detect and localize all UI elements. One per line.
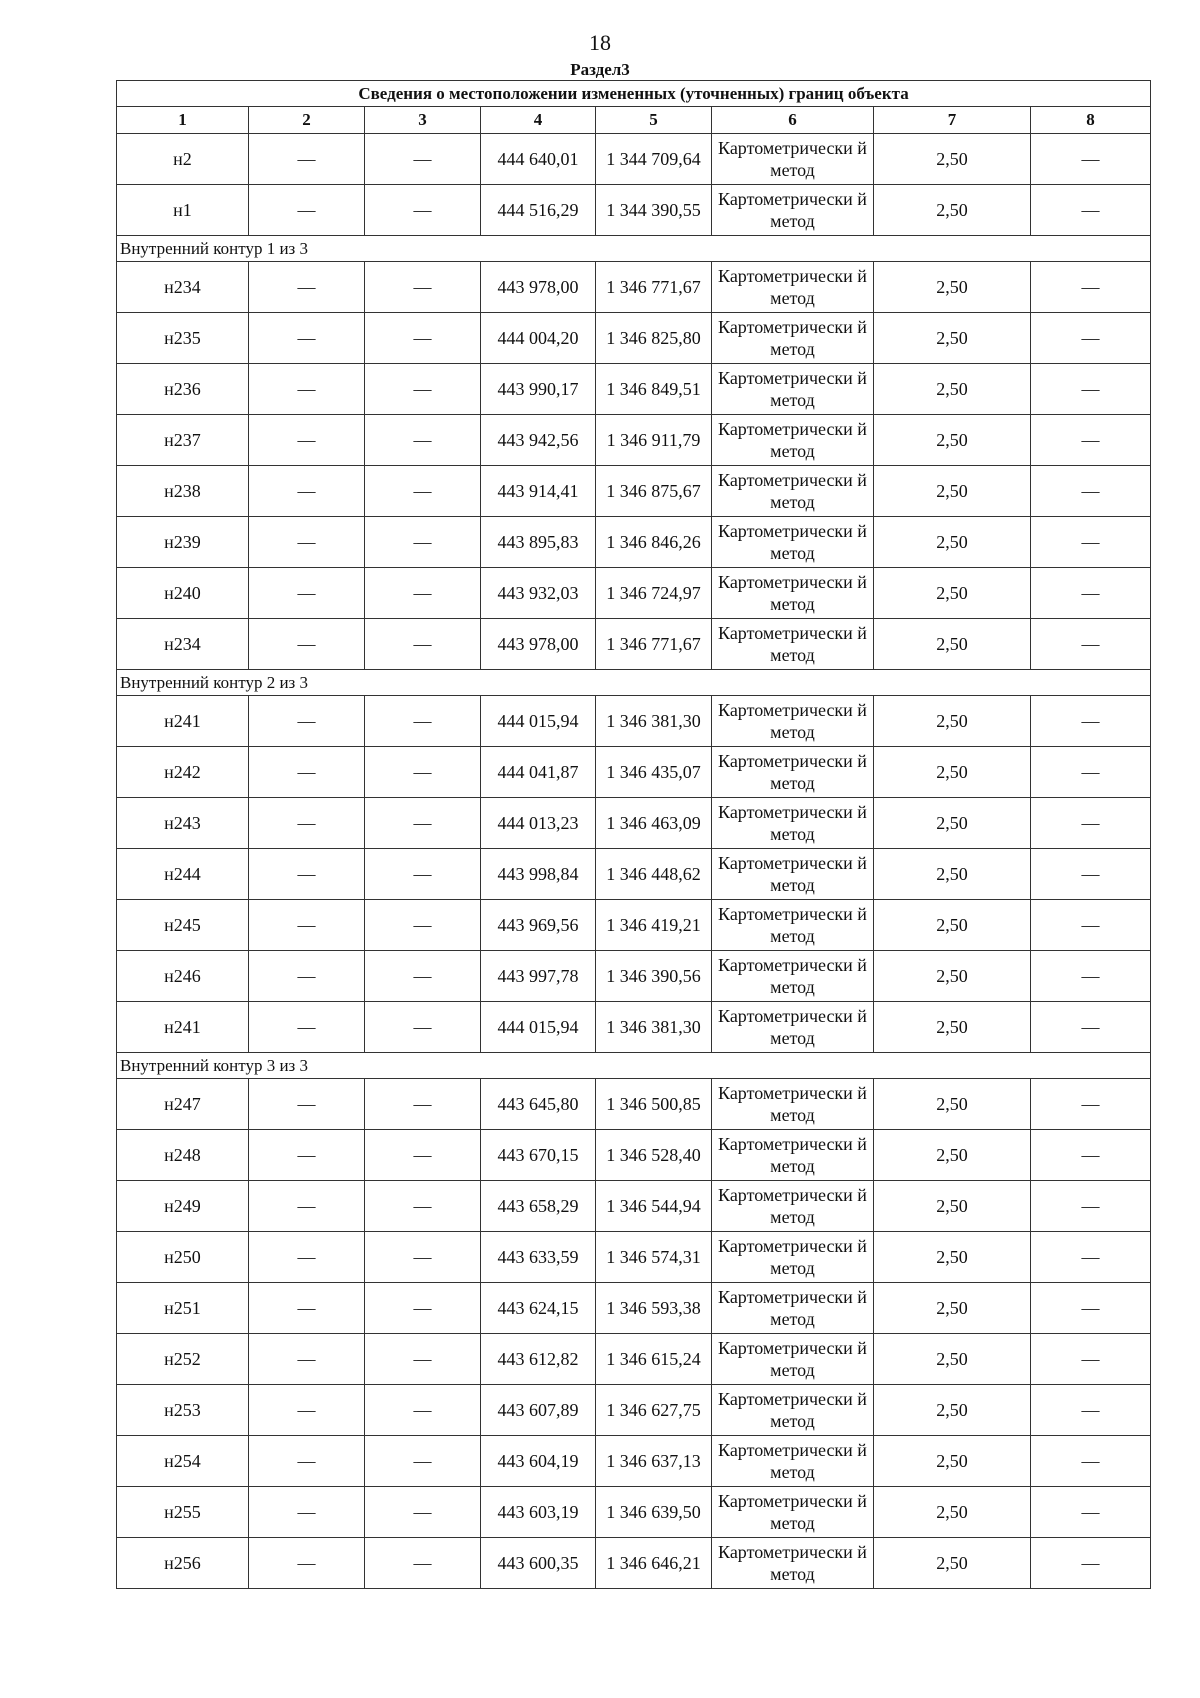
contour-heading: Внутренний контур 1 из 3 — [117, 236, 1151, 262]
x-coordinate-cell: 444 640,01 — [481, 134, 596, 185]
point-name-cell: н246 — [117, 951, 249, 1002]
column-3-cell: — — [365, 951, 481, 1002]
table-row — [117, 951, 1151, 1002]
table-row — [117, 364, 1151, 415]
column-2-cell: — — [249, 134, 365, 185]
column-8-cell: — — [1031, 1334, 1151, 1385]
x-coordinate-cell: 443 998,84 — [481, 849, 596, 900]
table-row — [117, 1538, 1151, 1589]
column-3-cell: — — [365, 747, 481, 798]
y-coordinate-cell: 1 346 771,67 — [596, 619, 712, 670]
point-name-cell: н234 — [117, 619, 249, 670]
x-coordinate-cell: 444 041,87 — [481, 747, 596, 798]
table-row — [117, 262, 1151, 313]
accuracy-cell: 2,50 — [874, 900, 1031, 951]
column-2-cell: — — [249, 364, 365, 415]
contour-heading: Внутренний контур 3 из 3 — [117, 1053, 1151, 1079]
table-row — [117, 900, 1151, 951]
column-3-cell: — — [365, 1487, 481, 1538]
x-coordinate-cell: 443 978,00 — [481, 619, 596, 670]
y-coordinate-cell: 1 346 381,30 — [596, 1002, 712, 1053]
column-8-cell: — — [1031, 185, 1151, 236]
column-2-cell: — — [249, 185, 365, 236]
table-caption: Сведения о местоположении измененных (уточненных) границ объекта — [117, 81, 1151, 107]
table-row — [117, 696, 1151, 747]
point-name-cell: н248 — [117, 1130, 249, 1181]
point-name-cell: н253 — [117, 1385, 249, 1436]
point-name-cell: н236 — [117, 364, 249, 415]
x-coordinate-cell: 444 516,29 — [481, 185, 596, 236]
page-number: 18 — [589, 30, 611, 55]
column-3-cell: — — [365, 1334, 481, 1385]
accuracy-cell: 2,50 — [874, 747, 1031, 798]
point-name-cell: н243 — [117, 798, 249, 849]
column-3-cell: — — [365, 696, 481, 747]
column-3-cell: — — [365, 134, 481, 185]
table-row — [117, 798, 1151, 849]
accuracy-cell: 2,50 — [874, 849, 1031, 900]
y-coordinate-cell: 1 346 627,75 — [596, 1385, 712, 1436]
point-name-cell: н252 — [117, 1334, 249, 1385]
x-coordinate-cell: 443 990,17 — [481, 364, 596, 415]
method-cell: Картометрически й метод — [712, 466, 874, 517]
table-row — [117, 1079, 1151, 1130]
column-8-cell: — — [1031, 849, 1151, 900]
column-8-cell: — — [1031, 1538, 1151, 1589]
y-coordinate-cell: 1 346 615,24 — [596, 1334, 712, 1385]
method-cell: Картометрически й метод — [712, 849, 874, 900]
table-row — [117, 568, 1151, 619]
method-cell: Картометрически й метод — [712, 951, 874, 1002]
accuracy-cell: 2,50 — [874, 1487, 1031, 1538]
y-coordinate-cell: 1 346 593,38 — [596, 1283, 712, 1334]
method-cell: Картометрически й метод — [712, 1385, 874, 1436]
column-2-cell: — — [249, 1181, 365, 1232]
table-row — [117, 1385, 1151, 1436]
accuracy-cell: 2,50 — [874, 1130, 1031, 1181]
table-caption-row — [117, 81, 1151, 107]
x-coordinate-cell: 444 015,94 — [481, 696, 596, 747]
column-8-cell: — — [1031, 747, 1151, 798]
y-coordinate-cell: 1 346 574,31 — [596, 1232, 712, 1283]
column-number: 7 — [874, 107, 1031, 134]
point-name-cell: н255 — [117, 1487, 249, 1538]
column-2-cell: — — [249, 517, 365, 568]
column-3-cell: — — [365, 1130, 481, 1181]
table-row — [117, 1283, 1151, 1334]
accuracy-cell: 2,50 — [874, 262, 1031, 313]
accuracy-cell: 2,50 — [874, 951, 1031, 1002]
contour-heading-row — [117, 670, 1151, 696]
point-name-cell: н234 — [117, 262, 249, 313]
column-2-cell: — — [249, 849, 365, 900]
x-coordinate-cell: 443 607,89 — [481, 1385, 596, 1436]
column-8-cell: — — [1031, 1283, 1151, 1334]
accuracy-cell: 2,50 — [874, 1334, 1031, 1385]
column-8-cell: — — [1031, 1130, 1151, 1181]
column-2-cell: — — [249, 1130, 365, 1181]
point-name-cell: н245 — [117, 900, 249, 951]
y-coordinate-cell: 1 346 528,40 — [596, 1130, 712, 1181]
column-2-cell: — — [249, 1334, 365, 1385]
column-3-cell: — — [365, 1079, 481, 1130]
x-coordinate-cell: 443 914,41 — [481, 466, 596, 517]
column-3-cell: — — [365, 415, 481, 466]
column-number: 6 — [712, 107, 874, 134]
column-3-cell: — — [365, 1385, 481, 1436]
accuracy-cell: 2,50 — [874, 1385, 1031, 1436]
accuracy-cell: 2,50 — [874, 415, 1031, 466]
column-number: 4 — [481, 107, 596, 134]
column-8-cell: — — [1031, 313, 1151, 364]
boundary-points-table — [116, 80, 1151, 1589]
column-2-cell: — — [249, 1002, 365, 1053]
table-row — [117, 747, 1151, 798]
method-cell: Картометрически й метод — [712, 1436, 874, 1487]
x-coordinate-cell: 444 015,94 — [481, 1002, 596, 1053]
point-name-cell: н250 — [117, 1232, 249, 1283]
column-8-cell: — — [1031, 262, 1151, 313]
column-number: 5 — [596, 107, 712, 134]
contour-heading: Внутренний контур 2 из 3 — [117, 670, 1151, 696]
method-cell: Картометрически й метод — [712, 364, 874, 415]
point-name-cell: н244 — [117, 849, 249, 900]
column-8-cell: — — [1031, 1487, 1151, 1538]
x-coordinate-cell: 443 603,19 — [481, 1487, 596, 1538]
table-row — [117, 134, 1151, 185]
column-3-cell: — — [365, 466, 481, 517]
point-name-cell: н2 — [117, 134, 249, 185]
x-coordinate-cell: 443 932,03 — [481, 568, 596, 619]
accuracy-cell: 2,50 — [874, 1436, 1031, 1487]
column-3-cell: — — [365, 364, 481, 415]
column-3-cell: — — [365, 1538, 481, 1589]
accuracy-cell: 2,50 — [874, 185, 1031, 236]
contour-heading-row — [117, 1053, 1151, 1079]
column-3-cell: — — [365, 1002, 481, 1053]
x-coordinate-cell: 443 604,19 — [481, 1436, 596, 1487]
table-row — [117, 1436, 1151, 1487]
column-2-cell: — — [249, 466, 365, 517]
contour-heading-row — [117, 236, 1151, 262]
accuracy-cell: 2,50 — [874, 1079, 1031, 1130]
x-coordinate-cell: 443 895,83 — [481, 517, 596, 568]
column-2-cell: — — [249, 262, 365, 313]
table-row — [117, 1232, 1151, 1283]
y-coordinate-cell: 1 346 849,51 — [596, 364, 712, 415]
method-cell: Картометрически й метод — [712, 696, 874, 747]
x-coordinate-cell: 443 997,78 — [481, 951, 596, 1002]
x-coordinate-cell: 443 978,00 — [481, 262, 596, 313]
x-coordinate-cell: 444 004,20 — [481, 313, 596, 364]
point-name-cell: н235 — [117, 313, 249, 364]
column-8-cell: — — [1031, 1385, 1151, 1436]
y-coordinate-cell: 1 346 846,26 — [596, 517, 712, 568]
table-row — [117, 466, 1151, 517]
method-cell: Картометрически й метод — [712, 1232, 874, 1283]
point-name-cell: н241 — [117, 696, 249, 747]
method-cell: Картометрически й метод — [712, 1002, 874, 1053]
method-cell: Картометрически й метод — [712, 313, 874, 364]
column-8-cell: — — [1031, 1436, 1151, 1487]
y-coordinate-cell: 1 344 709,64 — [596, 134, 712, 185]
x-coordinate-cell: 443 942,56 — [481, 415, 596, 466]
table-row — [117, 1487, 1151, 1538]
method-cell: Картометрически й метод — [712, 798, 874, 849]
column-8-cell: — — [1031, 1079, 1151, 1130]
x-coordinate-cell: 443 670,15 — [481, 1130, 596, 1181]
y-coordinate-cell: 1 346 419,21 — [596, 900, 712, 951]
y-coordinate-cell: 1 346 544,94 — [596, 1181, 712, 1232]
point-name-cell: н242 — [117, 747, 249, 798]
column-3-cell: — — [365, 1181, 481, 1232]
method-cell: Картометрически й метод — [712, 1283, 874, 1334]
column-3-cell: — — [365, 619, 481, 670]
column-3-cell: — — [365, 185, 481, 236]
y-coordinate-cell: 1 346 435,07 — [596, 747, 712, 798]
method-cell: Картометрически й метод — [712, 517, 874, 568]
x-coordinate-cell: 443 612,82 — [481, 1334, 596, 1385]
table-row — [117, 619, 1151, 670]
accuracy-cell: 2,50 — [874, 466, 1031, 517]
y-coordinate-cell: 1 346 381,30 — [596, 696, 712, 747]
column-number: 1 — [117, 107, 249, 134]
accuracy-cell: 2,50 — [874, 517, 1031, 568]
y-coordinate-cell: 1 346 463,09 — [596, 798, 712, 849]
column-8-cell: — — [1031, 900, 1151, 951]
accuracy-cell: 2,50 — [874, 1181, 1031, 1232]
column-8-cell: — — [1031, 1002, 1151, 1053]
accuracy-cell: 2,50 — [874, 1283, 1031, 1334]
method-cell: Картометрически й метод — [712, 1334, 874, 1385]
method-cell: Картометрически й метод — [712, 900, 874, 951]
column-8-cell: — — [1031, 798, 1151, 849]
table-row — [117, 1130, 1151, 1181]
accuracy-cell: 2,50 — [874, 313, 1031, 364]
column-2-cell: — — [249, 1436, 365, 1487]
column-2-cell: — — [249, 747, 365, 798]
table-row — [117, 415, 1151, 466]
accuracy-cell: 2,50 — [874, 568, 1031, 619]
x-coordinate-cell: 443 633,59 — [481, 1232, 596, 1283]
column-3-cell: — — [365, 849, 481, 900]
column-3-cell: — — [365, 1436, 481, 1487]
point-name-cell: н256 — [117, 1538, 249, 1589]
column-8-cell: — — [1031, 568, 1151, 619]
y-coordinate-cell: 1 346 646,21 — [596, 1538, 712, 1589]
method-cell: Картометрически й метод — [712, 1079, 874, 1130]
column-8-cell: — — [1031, 364, 1151, 415]
accuracy-cell: 2,50 — [874, 364, 1031, 415]
section-title: Раздел3 — [570, 60, 630, 79]
column-2-cell: — — [249, 568, 365, 619]
y-coordinate-cell: 1 346 875,67 — [596, 466, 712, 517]
accuracy-cell: 2,50 — [874, 1232, 1031, 1283]
y-coordinate-cell: 1 346 911,79 — [596, 415, 712, 466]
column-2-cell: — — [249, 900, 365, 951]
column-number: 8 — [1031, 107, 1151, 134]
accuracy-cell: 2,50 — [874, 134, 1031, 185]
column-3-cell: — — [365, 798, 481, 849]
y-coordinate-cell: 1 346 724,97 — [596, 568, 712, 619]
column-2-cell: — — [249, 696, 365, 747]
column-number: 3 — [365, 107, 481, 134]
column-3-cell: — — [365, 568, 481, 619]
column-2-cell: — — [249, 619, 365, 670]
y-coordinate-cell: 1 346 771,67 — [596, 262, 712, 313]
method-cell: Картометрически й метод — [712, 1487, 874, 1538]
column-2-cell: — — [249, 415, 365, 466]
accuracy-cell: 2,50 — [874, 798, 1031, 849]
column-2-cell: — — [249, 798, 365, 849]
column-3-cell: — — [365, 262, 481, 313]
column-2-cell: — — [249, 1385, 365, 1436]
method-cell: Картометрически й метод — [712, 1130, 874, 1181]
table-row — [117, 1002, 1151, 1053]
y-coordinate-cell: 1 346 639,50 — [596, 1487, 712, 1538]
column-2-cell: — — [249, 951, 365, 1002]
accuracy-cell: 2,50 — [874, 619, 1031, 670]
x-coordinate-cell: 443 658,29 — [481, 1181, 596, 1232]
table-row — [117, 1181, 1151, 1232]
accuracy-cell: 2,50 — [874, 696, 1031, 747]
point-name-cell: н239 — [117, 517, 249, 568]
column-2-cell: — — [249, 313, 365, 364]
column-2-cell: — — [249, 1538, 365, 1589]
column-8-cell: — — [1031, 951, 1151, 1002]
point-name-cell: н247 — [117, 1079, 249, 1130]
x-coordinate-cell: 443 645,80 — [481, 1079, 596, 1130]
method-cell: Картометрически й метод — [712, 619, 874, 670]
point-name-cell: н238 — [117, 466, 249, 517]
y-coordinate-cell: 1 346 500,85 — [596, 1079, 712, 1130]
column-3-cell: — — [365, 517, 481, 568]
accuracy-cell: 2,50 — [874, 1002, 1031, 1053]
column-3-cell: — — [365, 1232, 481, 1283]
y-coordinate-cell: 1 346 390,56 — [596, 951, 712, 1002]
x-coordinate-cell: 443 600,35 — [481, 1538, 596, 1589]
column-8-cell: — — [1031, 466, 1151, 517]
method-cell: Картометрически й метод — [712, 747, 874, 798]
method-cell: Картометрически й метод — [712, 134, 874, 185]
y-coordinate-cell: 1 344 390,55 — [596, 185, 712, 236]
method-cell: Картометрически й метод — [712, 185, 874, 236]
y-coordinate-cell: 1 346 448,62 — [596, 849, 712, 900]
column-3-cell: — — [365, 1283, 481, 1334]
point-name-cell: н240 — [117, 568, 249, 619]
column-numbers-row — [117, 107, 1151, 134]
column-number: 2 — [249, 107, 365, 134]
column-8-cell: — — [1031, 619, 1151, 670]
table-row — [117, 185, 1151, 236]
table-row — [117, 517, 1151, 568]
method-cell: Картометрически й метод — [712, 1538, 874, 1589]
method-cell: Картометрически й метод — [712, 568, 874, 619]
point-name-cell: н237 — [117, 415, 249, 466]
accuracy-cell: 2,50 — [874, 1538, 1031, 1589]
method-cell: Картометрически й метод — [712, 1181, 874, 1232]
method-cell: Картометрически й метод — [712, 262, 874, 313]
table-row — [117, 313, 1151, 364]
column-2-cell: — — [249, 1232, 365, 1283]
column-2-cell: — — [249, 1283, 365, 1334]
column-3-cell: — — [365, 313, 481, 364]
column-8-cell: — — [1031, 1181, 1151, 1232]
x-coordinate-cell: 443 624,15 — [481, 1283, 596, 1334]
column-8-cell: — — [1031, 134, 1151, 185]
x-coordinate-cell: 443 969,56 — [481, 900, 596, 951]
point-name-cell: н1 — [117, 185, 249, 236]
point-name-cell: н251 — [117, 1283, 249, 1334]
point-name-cell: н249 — [117, 1181, 249, 1232]
point-name-cell: н254 — [117, 1436, 249, 1487]
y-coordinate-cell: 1 346 637,13 — [596, 1436, 712, 1487]
x-coordinate-cell: 444 013,23 — [481, 798, 596, 849]
table-body — [117, 134, 1151, 1589]
table-row — [117, 1334, 1151, 1385]
column-8-cell: — — [1031, 415, 1151, 466]
column-2-cell: — — [249, 1487, 365, 1538]
point-name-cell: н241 — [117, 1002, 249, 1053]
column-8-cell: — — [1031, 696, 1151, 747]
column-2-cell: — — [249, 1079, 365, 1130]
table-row — [117, 849, 1151, 900]
column-8-cell: — — [1031, 1232, 1151, 1283]
column-8-cell: — — [1031, 517, 1151, 568]
column-3-cell: — — [365, 900, 481, 951]
y-coordinate-cell: 1 346 825,80 — [596, 313, 712, 364]
method-cell: Картометрически й метод — [712, 415, 874, 466]
